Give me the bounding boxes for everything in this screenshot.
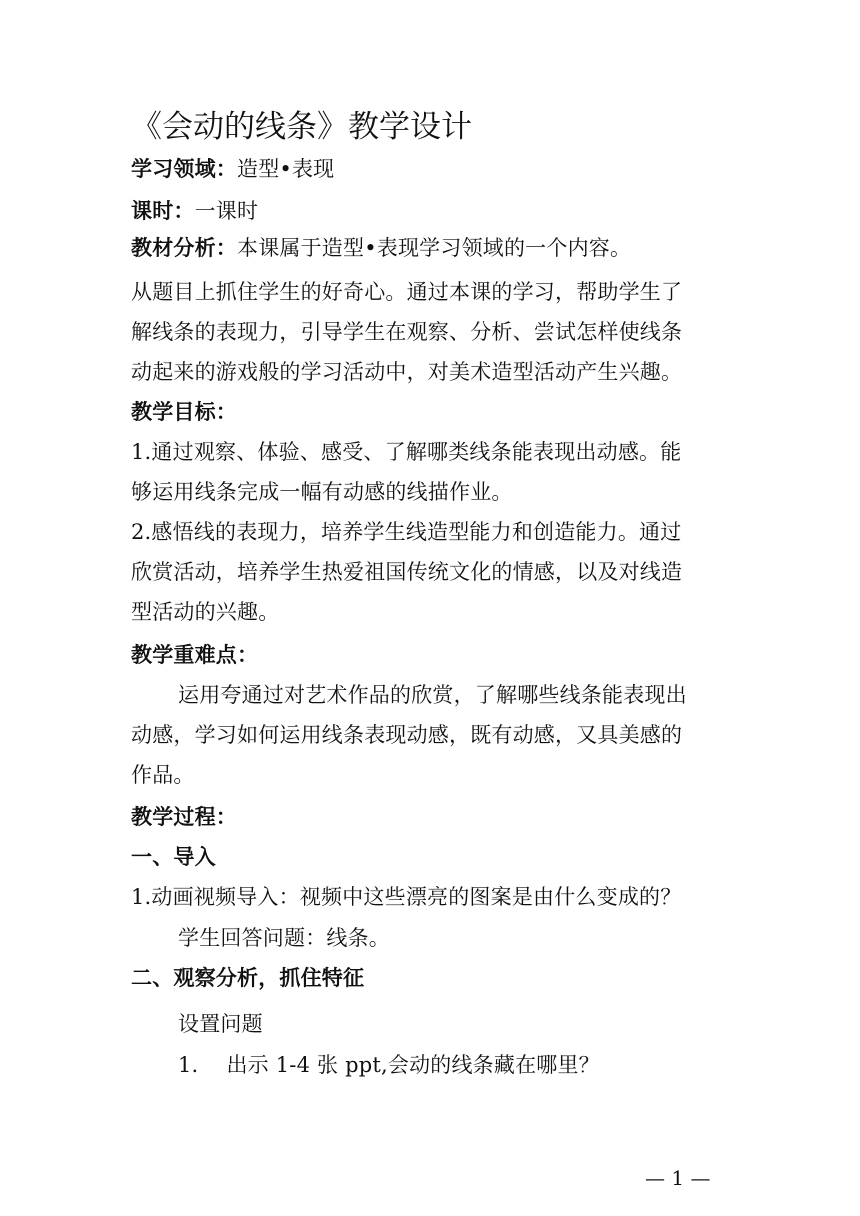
goals-text-line: 型活动的兴趣。 [131,600,280,624]
section2-item [178,1053,741,1077]
field-label: 学习领域： [131,157,237,181]
section1-item: 1.动画视频导入：视频中这些漂亮的图案是由什么变成的？ [131,885,682,909]
section1-heading: 一、导入 [131,845,216,869]
page-number: — 1 — [645,1166,711,1190]
section2-subheading: 设置问题 [178,1012,263,1036]
hours-value: 一课时 [194,199,259,223]
analysis-line [131,236,741,260]
section1-answer: 学生回答问题：线条。 [178,926,390,950]
hours-line [131,199,741,223]
process-heading: 教学过程： [131,805,237,829]
document-title: 《会动的线条》教学设计 [131,109,472,145]
analysis-text-line: 动起来的游戏般的学习活动中，对美术造型活动产生兴趣。 [131,360,683,384]
analysis-label: 教材分析： [131,236,237,260]
key-points-text-line: 作品。 [131,763,195,787]
field-line [131,157,741,181]
field-value: 造型•表现 [237,157,335,181]
goals-text-line: 欣赏活动，培养学生热爱祖国传统文化的情感，以及对线造 [131,560,683,584]
section2-item-text: 出示 1-4 张 ppt,会动的线条藏在哪里？ [226,1053,600,1077]
goals-text-line: 1.通过观察、体验、感受、了解哪类线条能表现出动感。能 [131,440,682,464]
section2-heading: 二、观察分析，抓住特征 [131,966,365,990]
hours-label: 课时： [131,199,195,223]
analysis-text-line: 解线条的表现力，引导学生在观察、分析、尝试怎样使线条 [131,320,683,344]
section2-item-number: 1. [178,1053,199,1077]
analysis-value: 本课属于造型•表现学习领域的一个内容。 [237,236,632,260]
goals-text-line: 2.感悟线的表现力，培养学生线造型能力和创造能力。通过 [131,520,682,544]
key-points-heading: 教学重难点： [131,643,259,667]
goals-heading: 教学目标： [131,400,237,424]
analysis-text-line: 从题目上抓住学生的好奇心。通过本课的学习，帮助学生了 [131,280,683,304]
key-points-text-line: 动感，学习如何运用线条表现动感，既有动感，又具美感的 [131,723,683,747]
key-points-text-line: 运用夸通过对艺术作品的欣赏，了解哪些线条能表现出 [178,683,687,707]
goals-text-line: 够运用线条完成一幅有动感的线描作业。 [131,480,513,504]
